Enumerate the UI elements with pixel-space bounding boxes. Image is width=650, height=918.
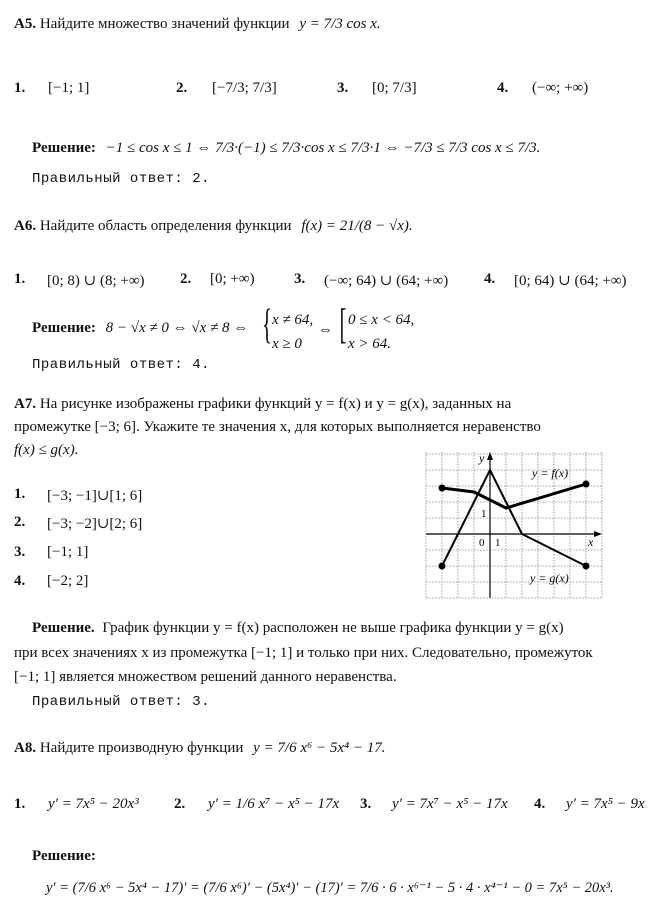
a7-graph-y-label: y: [479, 451, 485, 465]
a8-number: A8.: [14, 740, 37, 756]
a5-option-3-value: [0; 7/3]: [372, 80, 417, 96]
a8-option-1-value: y′ = 7x⁵ − 20x³: [48, 796, 139, 812]
a8-option-3-num: 3.: [360, 796, 372, 812]
a8-formula: y = 7/6 x⁶ − 5x⁴ − 17.: [253, 740, 386, 756]
a5-solution: [32, 140, 540, 157]
a5-option-2-num: 2.: [176, 80, 188, 96]
a7-text-line-3: f(x) ≤ g(x).: [14, 442, 79, 458]
a6-system-arrow: ⇔: [318, 322, 333, 338]
a7-option-2-value: [−3; −2]∪[2; 6]: [47, 516, 143, 532]
a5-answer: Правильный ответ: 2.: [32, 171, 211, 187]
a7-graph-g-end: [583, 563, 590, 570]
a5-option-4-value: (−∞; +∞): [532, 80, 589, 96]
a6-answer: Правильный ответ: 4.: [32, 357, 211, 373]
a7-option-2-num: 2.: [14, 514, 26, 530]
a7-graph-f-label: y = f(x): [532, 466, 569, 480]
a8-task: [14, 740, 386, 757]
a8-option-1-num: 1.: [14, 796, 26, 812]
a6-option-1-value: [0; 8) ∪ (8; +∞): [47, 273, 145, 289]
a7-graph-g-start: [439, 563, 446, 570]
a7-option-1-value: [−3; −1]∪[1; 6]: [47, 488, 143, 504]
a5-option-1-num: 1.: [14, 80, 26, 96]
a6-option-4-value: [0; 64) ∪ (64; +∞): [514, 273, 627, 289]
a7-graph-y-one-label: 1: [481, 508, 487, 520]
a7-option-1-num: 1.: [14, 486, 26, 502]
a6-system-1-brace: {: [262, 302, 273, 348]
a5-solution-text: −1 ≤ cos x ≤ 1 ⇔ 7/3·(−1) ≤ 7/3·cos x ≤ 7/3·1 ⇔ −7/3 ≤ 7/3 cos x ≤ 7/3.: [105, 140, 541, 156]
a8-option-3-value: y′ = 7x⁷ − x⁵ − 17x: [392, 796, 508, 812]
a5-option-2-value: [−7/3; 7/3]: [212, 80, 277, 96]
a6-solution-text: 8 − √x ≠ 0 ⇔ √x ≠ 8 ⇔: [105, 320, 249, 336]
a8-text: Найдите производную функции: [39, 740, 244, 756]
a6-system-2-line-2: x > 64.: [348, 336, 392, 352]
a6-option-3-value: (−∞; 64) ∪ (64; +∞): [324, 273, 449, 289]
a7-solution-label: Решение.: [32, 620, 95, 636]
a6-task: [14, 218, 413, 235]
a6-system-2-bracket: [: [339, 302, 347, 348]
a5-option-1-value: [−1; 1]: [48, 80, 90, 96]
a6-solution-label: Решение:: [32, 320, 96, 336]
a5-task: [14, 16, 381, 33]
a8-option-2-num: 2.: [174, 796, 186, 812]
a7-number: A7.: [14, 396, 37, 412]
a7-graph-f-line: [442, 484, 586, 508]
a7-graph-grid: [426, 452, 602, 598]
a8-option-2-value: y′ = 1/6 x⁷ − x⁵ − 17x: [208, 796, 340, 812]
a8-solution-text: y′ = (7/6 x⁶ − 5x⁴ − 17)′ = (7/6 x⁶)′ − (5x⁴)′ − (17)′ = 7/6 · 6 · x⁶⁻¹ − 5 · 4 · x⁴⁻¹ − 0 = 7x⁵ − 20x³.: [46, 880, 614, 896]
a7-text-line-2: промежутке [−3; 6]. Укажите те значения x, для которых выполняется неравенство: [14, 419, 541, 435]
a7-graph-f-end: [583, 481, 590, 488]
a7-graph-g-label: y = g(x): [530, 571, 569, 585]
a8-option-4-value: y′ = 7x⁵ − 9x: [566, 796, 645, 812]
a7-graph-f-start: [439, 485, 446, 492]
a7-graph-x-label: x: [588, 535, 594, 549]
a6-solution: [32, 320, 248, 337]
a6-option-1-num: 1.: [14, 271, 26, 287]
a7-graph-x-one-label: 1: [495, 537, 501, 549]
a8-solution-label: Решение:: [32, 848, 96, 864]
a6-system-2-line-1: 0 ≤ x < 64,: [348, 312, 415, 328]
a7-graph-y-arrow: [487, 452, 493, 460]
a7-option-3-value: [−1; 1]: [47, 544, 89, 560]
a6-option-2-num: 2.: [180, 271, 192, 287]
a6-option-4-num: 4.: [484, 271, 496, 287]
a7-solution-line-3: [−1; 1] является множеством решений данного неравенства.: [14, 669, 397, 685]
a8-option-4-num: 4.: [534, 796, 546, 812]
a7-option-3-num: 3.: [14, 544, 26, 560]
a6-option-3-num: 3.: [294, 271, 306, 287]
a6-system-1-line-1: x ≠ 64,: [272, 312, 314, 328]
a8-solution-label-wrap: [32, 848, 96, 865]
a7-solution-line-1: [32, 616, 564, 640]
a7-option-4-value: [−2; 2]: [47, 573, 89, 589]
a7-task-line-1: [14, 396, 511, 413]
a5-text: Найдите множество значений функции: [39, 16, 290, 32]
a5-option-3-num: 3.: [337, 80, 349, 96]
a5-formula: y = 7/3 cos x.: [299, 16, 381, 32]
a5-option-4-num: 4.: [497, 80, 509, 96]
a6-option-2-value: [0; +∞): [210, 271, 255, 287]
a7-graph-x-arrow: [594, 531, 602, 537]
a6-number: A6.: [14, 218, 37, 234]
a7-text-line-1: На рисунке изображены графики функций y = f(x) и y = g(x), заданных на: [39, 396, 512, 412]
a7-solution-line-2: при всех значениях x из промежутка [−1; 1] и только при них. Следовательно, промежуток: [14, 645, 593, 661]
a7-graph: [424, 450, 604, 600]
a7-option-4-num: 4.: [14, 573, 26, 589]
a6-system-1-line-2: x ≥ 0: [272, 336, 302, 352]
a6-formula: f(x) = 21/(8 − √x).: [301, 218, 413, 234]
a6-text: Найдите область определения функции: [39, 218, 292, 234]
a5-number: A5.: [14, 16, 37, 32]
a7-solution-text-1: График функции y = f(x) расположен не выше графика функции y = g(x): [102, 620, 564, 636]
a7-graph-origin-label: 0: [479, 537, 485, 549]
a5-solution-label: Решение:: [32, 140, 96, 156]
a7-answer: Правильный ответ: 3.: [32, 694, 211, 710]
